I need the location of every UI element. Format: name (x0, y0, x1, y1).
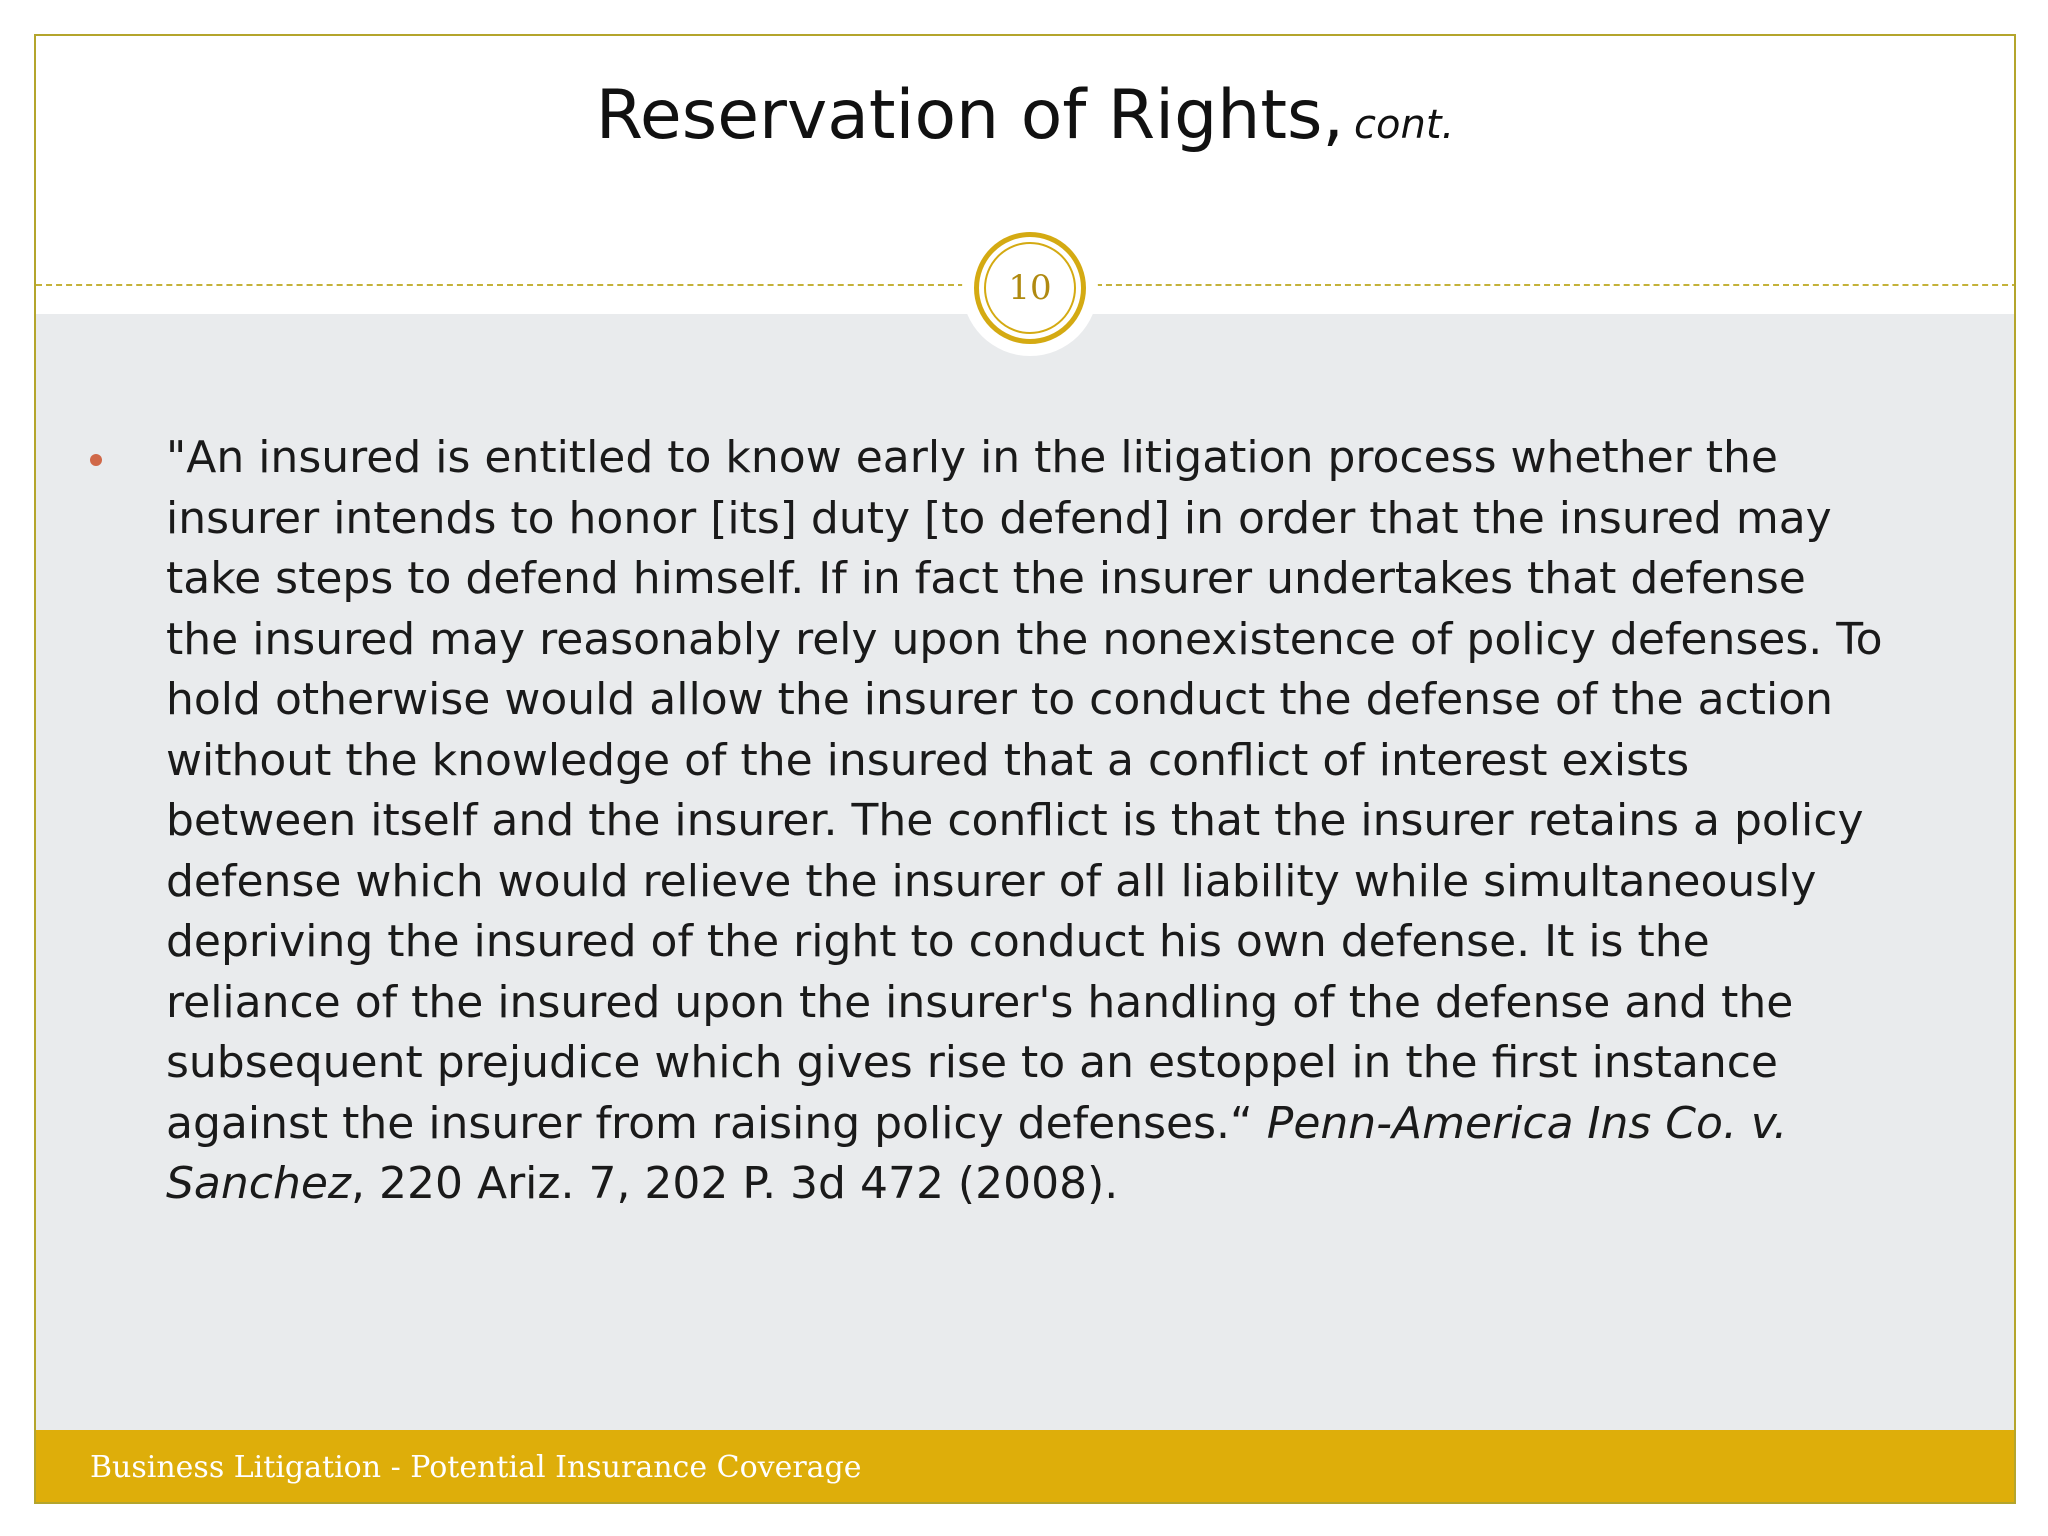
title-divider-right (1096, 284, 2016, 286)
quote-line-7: between itself and the insurer. The conflict is that the insurer retains a policy (166, 795, 1864, 846)
case-name-part2: Sanchez (166, 1158, 352, 1209)
slide-title (36, 66, 2014, 175)
slide-number: 10 (984, 242, 1076, 334)
quote-line-6: without the knowledge of the insured that a conflict of interest exists (166, 734, 1690, 786)
footer-text: Business Litigation - Potential Insurance Coverage (90, 1450, 862, 1485)
slide-frame (34, 34, 2016, 1504)
quote-line-13 (166, 1154, 1986, 1215)
bullet-dot-icon (90, 454, 102, 466)
quote-line-3: take steps to defend himself. If in fact the insurer undertakes that defense (166, 553, 1806, 604)
footer-bar (36, 1430, 2014, 1504)
quote-line-5: hold otherwise would allow the insurer to conduct the defense of the action (166, 674, 1834, 725)
slide-title-main: Reservation of Rights, (595, 76, 1345, 155)
quote-line-11: subsequent prejudice which gives rise to an estoppel in the first instance (166, 1037, 1778, 1088)
quote-line-10: reliance of the insured upon the insurer's handling of the defense and the (166, 976, 1794, 1028)
title-divider-left (36, 284, 964, 286)
quote-line-4: the insured may reasonably rely upon the nonexistence of policy defenses. To (166, 613, 1883, 665)
quote-line-8: defense which would relieve the insurer of all liability while simultaneously (166, 855, 1817, 907)
quote-line-2: insurer intends to honor [its] duty [to defend] in order that the insured may (166, 492, 1832, 544)
slide-number-badge (974, 232, 1086, 344)
slide-title-suffix: cont. (1354, 102, 1455, 148)
case-citation: , 220 Ariz. 7, 202 P. 3d 472 (2008). (351, 1158, 1119, 1209)
quote-line-1: "An insured is entitled to know early in the litigation process whether the (166, 432, 1778, 483)
quote-paragraph (166, 428, 1986, 1215)
quote-line-9: depriving the insured of the right to conduct his own defense. It is the (166, 916, 1710, 967)
case-name-part1: Penn-America Ins Co. v. (1266, 1097, 1788, 1149)
quote-line-12-text: against the insurer from raising policy defenses.“ (166, 1097, 1267, 1149)
quote-line-12 (166, 1094, 1986, 1155)
